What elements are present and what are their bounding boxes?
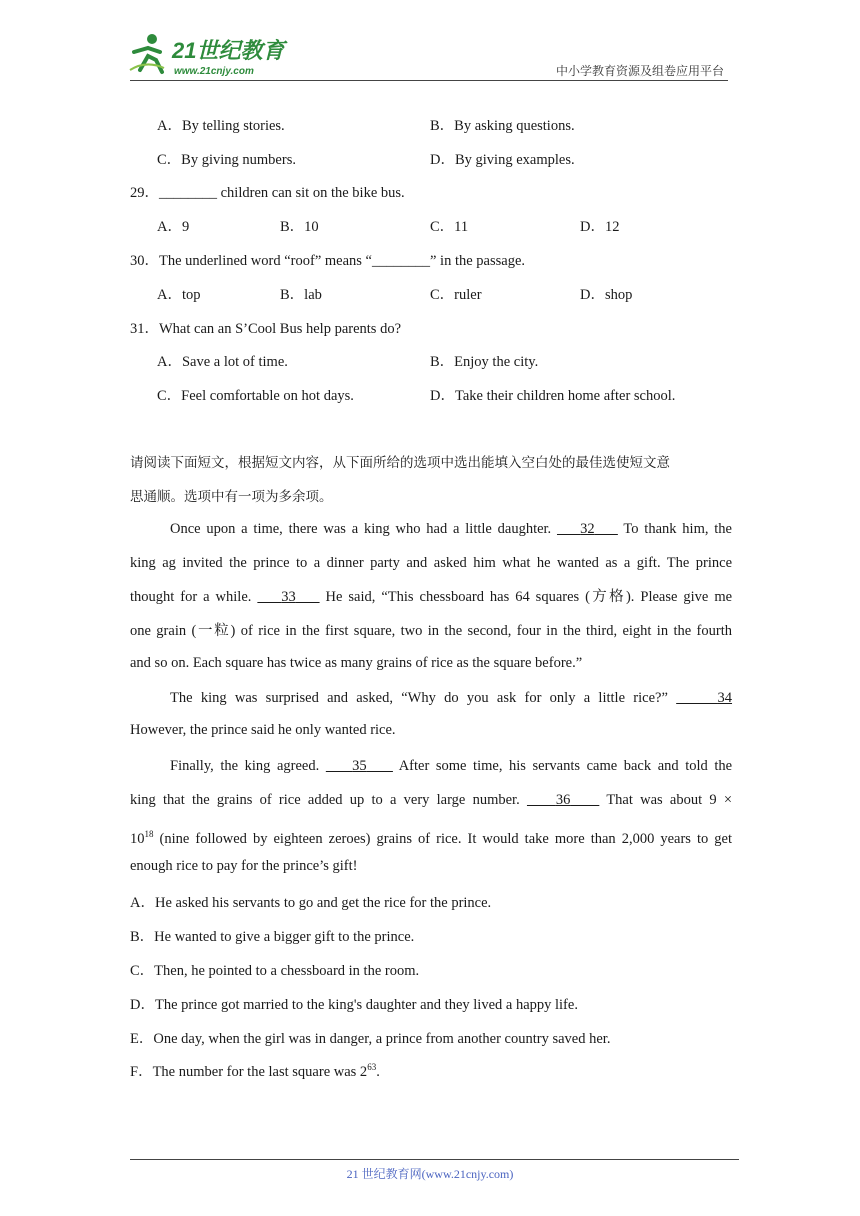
q31-stem: 31．What can an S’Cool Bus help parents do? [130,321,402,337]
instruction-line-1: 请阅读下面短文，根据短文内容，从下面所给的选项中选出能填入空白处的最佳选使短文意 [130,455,670,471]
passage-line: However, the prince said he only wanted rice. [130,722,396,738]
passage-line: king that the grains of rice added up to a very large number. 36 That was about 9 × [130,792,733,808]
passage-line: one grain (一粒) of rice in the first square, two in the second, four in the third, eight in the fourth [130,623,732,639]
site-logo [126,30,296,78]
header-tagline: 中小学教育资源及组卷应用平台 [555,64,724,78]
logo-main-text: 21世纪教育 [172,38,285,63]
q29-option-c: C．11 [430,219,469,235]
passage-line: thought for a while. 33 He said, “This chessboard has 64 squares (方格). Please give me [130,589,733,605]
q28-option-b: B．By asking questions. [430,118,575,134]
choice-d: D．The prince got married to the king's daughter and they lived a happy life. [130,997,578,1013]
blank-35[interactable]: 35 [352,758,367,774]
choice-a: A．He asked his servants to go and get the rice for the prince. [130,895,492,911]
q30-option-a: A．top [157,287,201,303]
q29-stem: 29．________ children can sit on the bike bus. [130,185,405,201]
passage-line: Finally, the king agreed. 35 After some time, his servants came back and told the [170,758,733,774]
q28-option-d: D．By giving examples. [430,152,575,168]
passage-line: and so on. Each square has twice as many grains of rice as the square before.” [130,655,583,671]
q30-option-d: D．shop [580,287,633,303]
q31-option-d: D．Take their children home after school. [430,388,676,404]
passage-line: $10^{18}$ (nine followed by eighteen zeroes) grains of rice. It would take more than 2,000 years to get [130,829,733,847]
q29-option-a: A．9 [157,219,190,235]
q31-option-a: A．Save a lot of time. [157,354,288,370]
blank-36[interactable]: 36 [555,792,571,808]
q28-option-a: A．By telling stories. [157,118,285,134]
footer-link[interactable]: 21 世纪教育网(www.21cnjy.com) [346,1167,514,1181]
runner-icon [130,34,164,72]
q29-option-d: D．12 [580,219,620,235]
q28-option-c: C．By giving numbers. [157,152,296,168]
choice-f: F．The number for the last square was $2^{63}$. [130,1062,380,1080]
q31-option-b: B．Enjoy the city. [430,354,539,370]
passage-line: king ag invited the prince to a dinner party and asked him what he wanted as a gift. The prince [130,555,732,571]
passage-line: The king was surprised and asked, “Why do you ask for only a little rice?” 34 [170,690,733,706]
choice-b: B．He wanted to give a bigger gift to the prince. [130,929,415,945]
q29-option-b: B．10 [280,219,319,235]
passage-line: Once upon a time, there was a king who had a little daughter. 32 To thank him, the [170,521,732,537]
footer-divider [130,1159,739,1160]
choice-e: E．One day, when the girl was in danger, a prince from another country saved her. [130,1031,611,1047]
choice-c: C．Then, he pointed to a chessboard in the room. [130,963,420,979]
blank-34[interactable]: 34 [717,690,733,706]
blank-32[interactable]: 32 [580,521,595,537]
passage-line: enough rice to pay for the prince’s gift! [130,858,358,874]
q31-option-c: C．Feel comfortable on hot days. [157,388,354,404]
q30-option-c: C．ruler [430,287,482,303]
instruction-line-2: 思通顺。选项中有一项为多余项。 [130,489,333,505]
blank-33[interactable]: 33 [281,589,296,605]
header-divider [130,80,728,81]
q30-option-b: B．lab [280,287,322,303]
q30-stem: 30．The underlined word “roof” means “________” in the passage. [130,253,526,269]
logo-url-text: www.21cnjy.com [174,66,254,77]
